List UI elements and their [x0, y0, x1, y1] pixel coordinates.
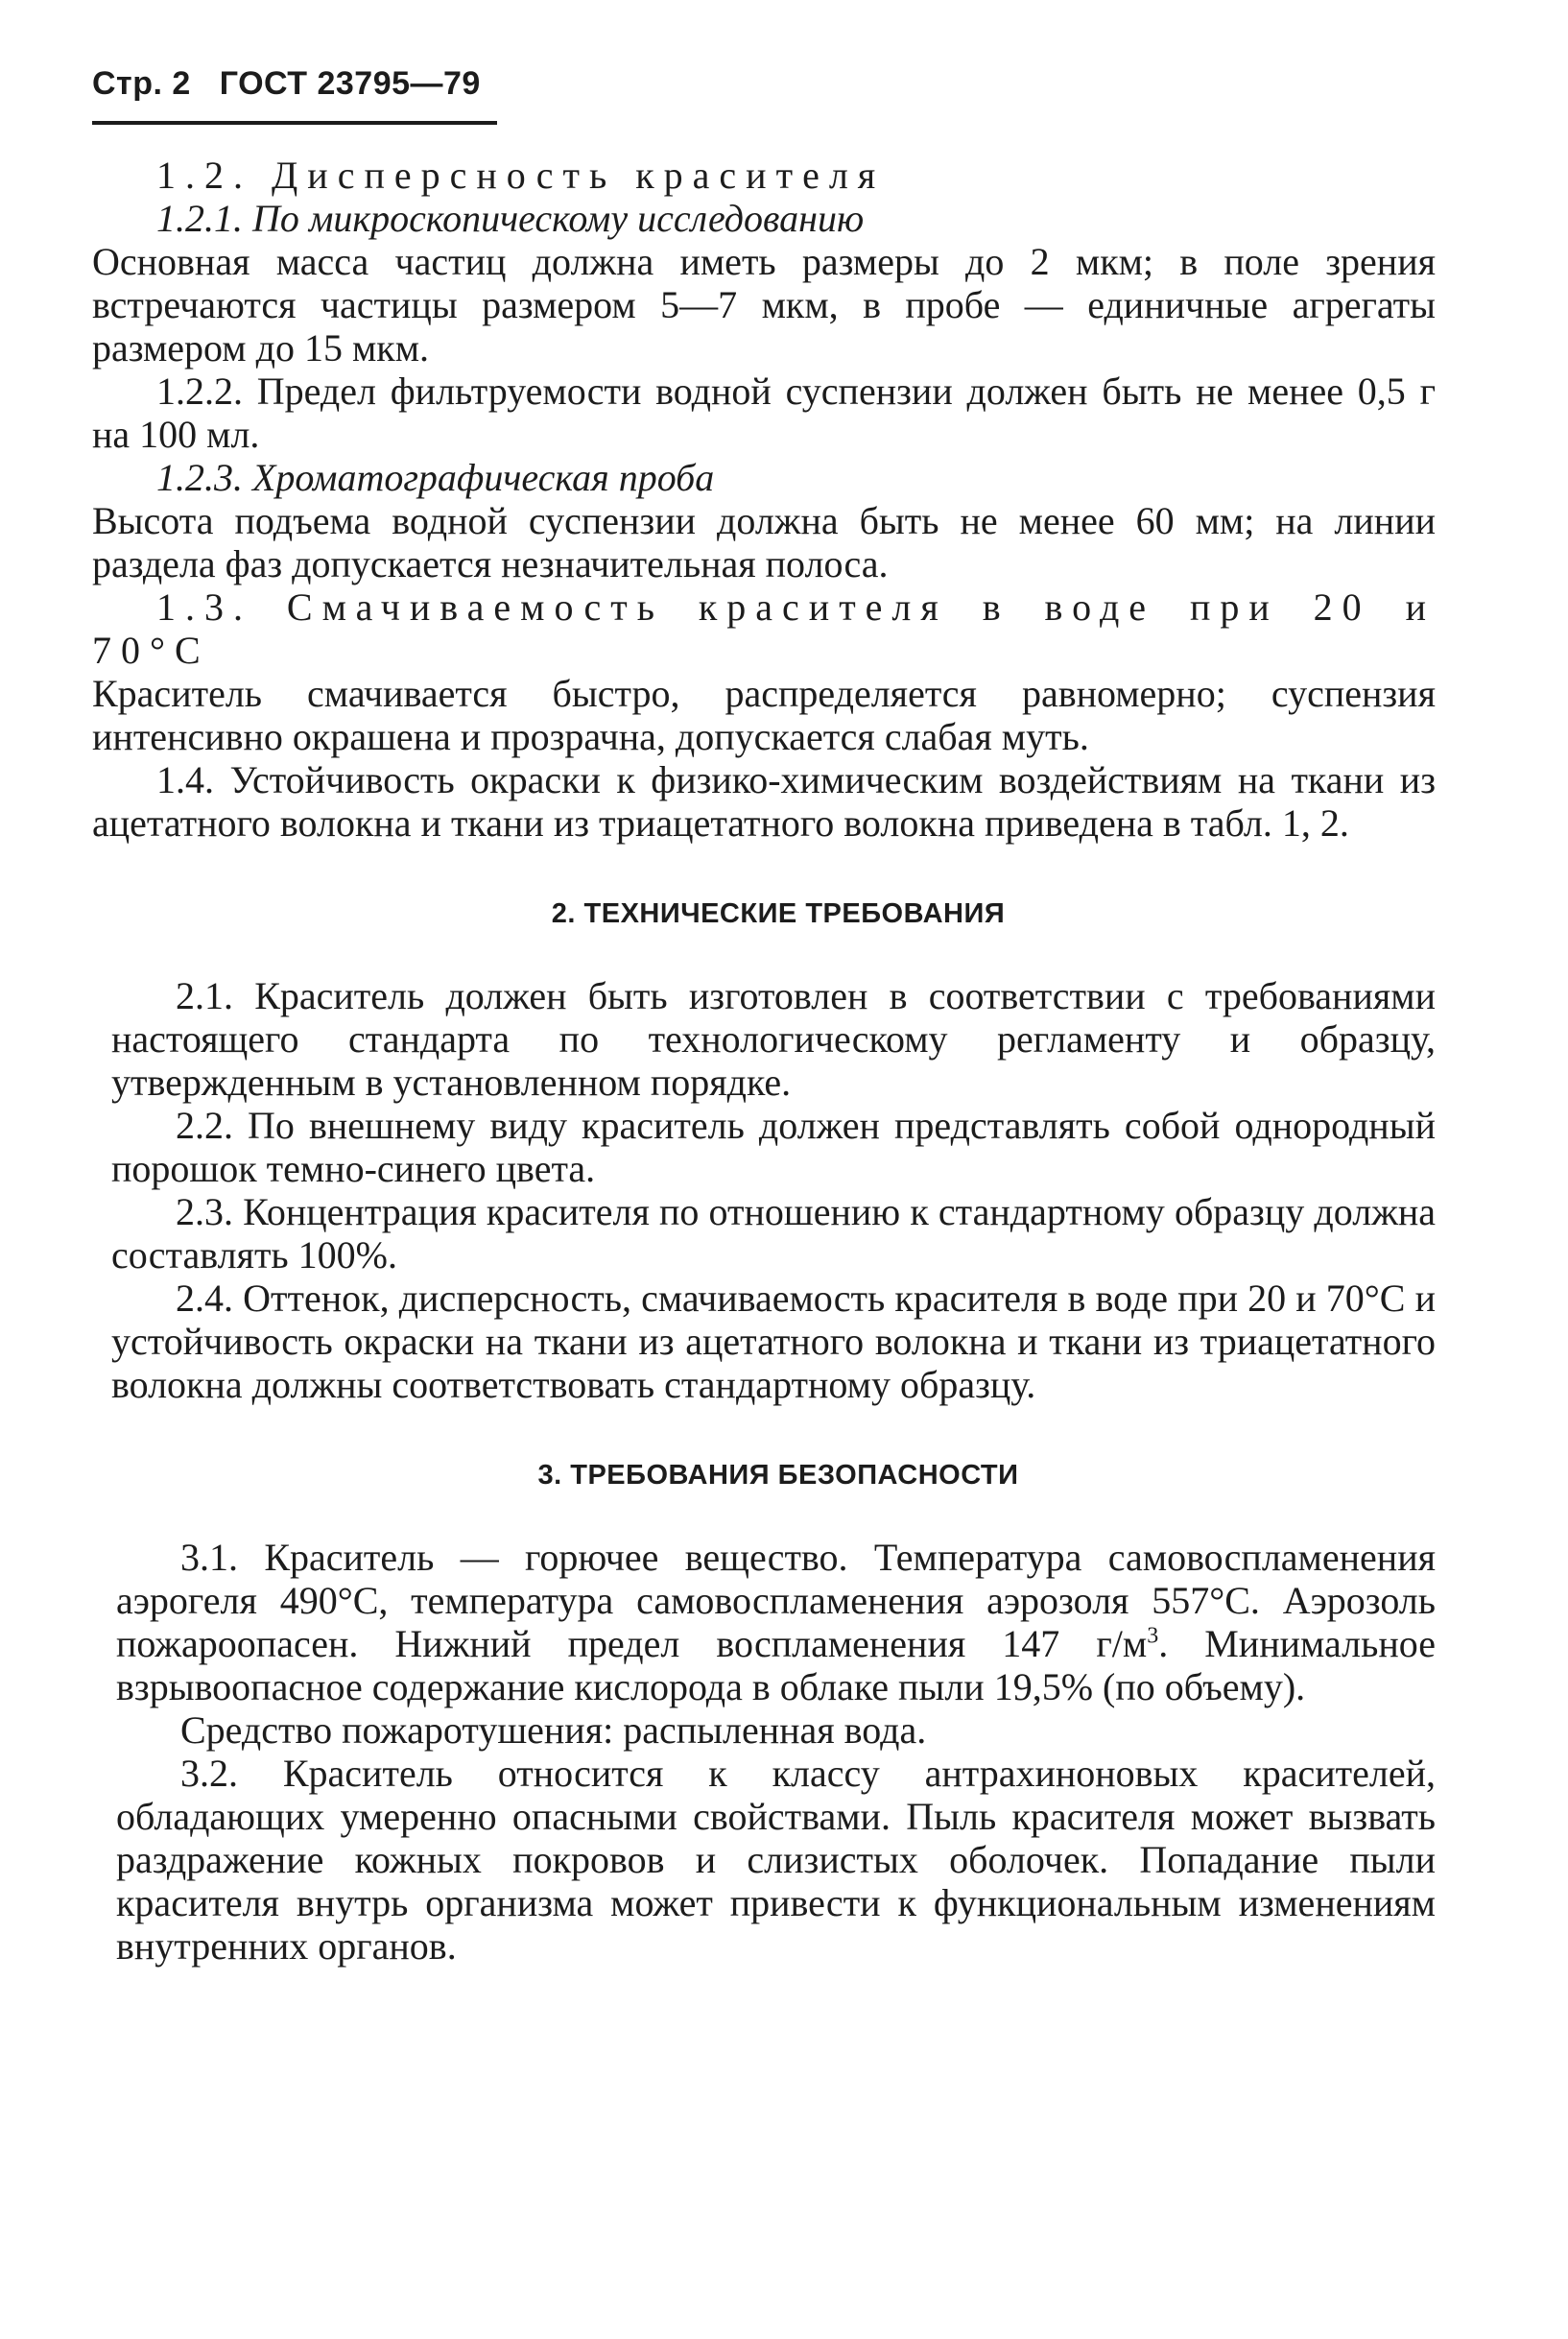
clause-1-2-1-text: Основная масса частиц должна иметь размеры до 2 мкм; в поле зрения встречаются частицы размером 5—7 мкм, в пробе — единичные агрегаты размером до 15 мкм. [92, 240, 1436, 370]
clause-1-2-heading: 1.2. Дисперсность красителя [156, 154, 886, 197]
section-3-title: 3. ТРЕБОВАНИЯ БЕЗОПАСНОСТИ [537, 1460, 1019, 1491]
clause-1-2-2-text: 1.2.2. Предел фильтруемости водной суспензии должен быть не менее 0,5 г на 100 мл. [92, 370, 1436, 456]
clause-3-2-text: 3.2. Краситель относится к классу антрахиноновых красителей, обладающих умеренно опасными свойствами. Пыль красителя может вызвать раздражение кожных покровов и слизистых оболочек. Попадание пыли красителя внутрь организма может привести к функциональным изменениям внутренних органов. [116, 1752, 1436, 1968]
page-number-label: Стр. 2 [92, 65, 191, 102]
clause-1-4-text: 1.4. Устойчивость окраски к физико-химическим воздействиям на ткани из ацетатного волокна и ткани из триацетатного волокна приведена в табл. 1, 2. [92, 758, 1436, 845]
standard-number: ГОСТ 23795—79 [219, 65, 481, 102]
clause-1-2-1-heading: 1.2.1. По микроскопическому исследованию [156, 197, 865, 240]
section-2-title: 2. ТЕХНИЧЕСКИЕ ТРЕБОВАНИЯ [551, 898, 1006, 929]
clause-3-1-part-a: 3.1. Краситель — горючее вещество. Температура самовоспламенения аэрогеля 490°С, температура самовоспламенения аэрозоля 557°С. Аэрозоль пожароопасен. Нижний предел воспламенения 147 г/м [116, 1536, 1436, 1665]
section-2-body [92, 974, 1436, 1406]
document-body [92, 154, 1436, 1968]
clause-1-2-3-heading: 1.2.3. Хроматографическая проба [156, 456, 715, 499]
cubic-superscript: 3 [1147, 1623, 1159, 1649]
clause-2-4-text: 2.4. Оттенок, дисперсность, смачиваемость красителя в воде при 20 и 70°С и устойчивость окраски на ткани из ацетатного волокна и ткани из триацетатного волокна должны соответствовать стандартному образцу. [111, 1277, 1436, 1406]
clause-1-3-text: Краситель смачивается быстро, распределяется равномерно; суспензия интенсивно окрашена и прозрачна, допускается слабая муть. [92, 672, 1436, 758]
clause-2-2-text: 2.2. По внешнему виду краситель должен представлять собой однородный порошок темно-синего цвета. [111, 1104, 1436, 1190]
clause-3-1-text [116, 1536, 1436, 1708]
page-header [92, 65, 481, 103]
clause-1-3-heading: 1.3. Смачиваемость красителя в воде при 20 и 70°С [92, 585, 1436, 672]
fire-extinguishing-text: Средство пожаротушения: распыленная вода. [180, 1708, 927, 1752]
clause-2-3-text: 2.3. Концентрация красителя по отношению к стандартному образцу должна составлять 100%. [111, 1190, 1436, 1277]
section-3-body [92, 1536, 1436, 1968]
header-rule [92, 121, 497, 125]
clause-1-2-3-text: Высота подъема водной суспензии должна быть не менее 60 мм; на линии раздела фаз допускается незначительная полоса. [92, 499, 1436, 585]
clause-3-1-part-b: . Минимальное взрывоопасное содержание кислорода в облаке пыли 19,5% (по объему). [116, 1622, 1437, 1708]
clause-2-1-text: 2.1. Краситель должен быть изготовлен в соответствии с требованиями настоящего стандарта по технологическому регламенту и образцу, утвержденным в установленном порядке. [111, 974, 1436, 1104]
